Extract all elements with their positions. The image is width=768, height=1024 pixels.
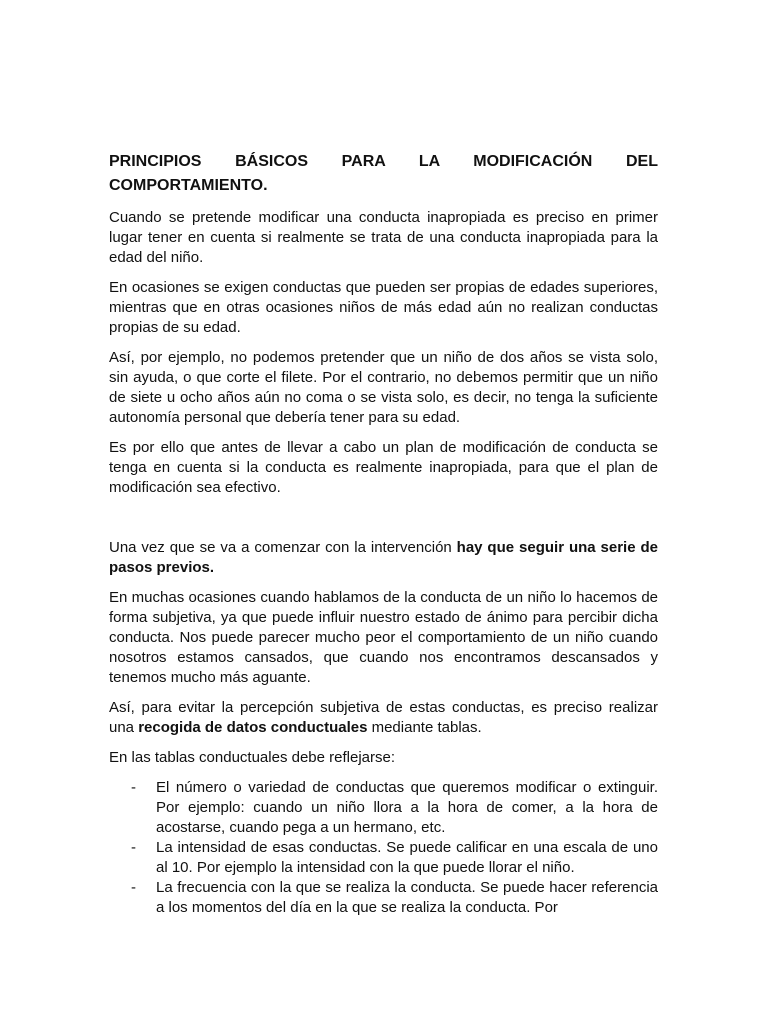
list-item-text: El número o variedad de conductas que queremos modificar o extinguir. Por ejemplo: cuando un niño llora a la hora de comer, a la hora de acostarse, cuando pega a un hermano, etc.	[156, 779, 658, 836]
paragraph-5-text: Una vez que se va a comenzar con la intervención	[109, 539, 457, 556]
list-item	[109, 838, 658, 878]
paragraph-7-text-start: Así, para evitar la percepción subjetiva de estas conductas, es preciso realizar una	[109, 699, 658, 736]
list-dash-marker: -	[131, 839, 136, 856]
paragraph-4: Es por ello que antes de llevar a cabo un plan de modificación de conducta se tenga en cuenta si la conducta es realmente inapropiada, para que el plan de modificación sea efectivo.	[109, 439, 658, 496]
paragraph-5	[109, 538, 658, 578]
list-dash-marker: -	[131, 879, 136, 896]
list-item-text: La intensidad de esas conductas. Se puede calificar en una escala de uno al 10. Por ejemplo la intensidad con la que puede llorar el niño.	[156, 839, 658, 876]
section-gap	[109, 508, 658, 538]
list-dash-marker: -	[131, 779, 136, 796]
document-title: PRINCIPIOS BÁSICOS PARA LA MODIFICACIÓN DEL COMPORTAMIENTO.	[109, 153, 658, 194]
paragraph-8: En las tablas conductuales debe reflejarse:	[109, 749, 396, 766]
paragraph-7	[109, 698, 658, 738]
paragraph-1: Cuando se pretende modificar una conducta inapropiada es preciso en primer lugar tener en cuenta si realmente se trata de una conducta inapropiada para la edad del niño.	[109, 209, 658, 266]
paragraph-3: Así, por ejemplo, no podemos pretender que un niño de dos años se vista solo, sin ayuda, o que corte el filete. Por el contrario, no debemos permitir que un niño de siete u ocho años aún no coma o se vista solo, es decir, no tenga la suficiente autonomía personal que debería tener para su edad.	[109, 349, 658, 426]
list-item	[109, 878, 658, 918]
paragraph-2: En ocasiones se exigen conductas que pueden ser propias de edades superiores, mientras que en otras ocasiones niños de más edad aún no realizan conductas propias de su edad.	[109, 279, 658, 336]
paragraph-7-bold: recogida de datos conductuales	[138, 719, 368, 736]
document-page	[109, 150, 658, 918]
dash-list	[109, 778, 658, 918]
list-item	[109, 778, 658, 838]
paragraph-6: En muchas ocasiones cuando hablamos de la conducta de un niño lo hacemos de forma subjetiva, ya que puede influir nuestro estado de ánimo para percibir dicha conducta. Nos puede parecer mucho peor el comportamiento de un niño cuando nosotros estamos cansados, que cuando nos encontramos descansados y tenemos mucho más aguante.	[109, 589, 658, 686]
list-item-text: La frecuencia con la que se realiza la conducta. Se puede hacer referencia a los momentos del día en la que se realiza la conducta. Por	[156, 879, 658, 916]
paragraph-7-text-end: mediante tablas.	[367, 719, 482, 736]
paragraph-5-bold: hay que seguir una serie de pasos previos.	[109, 539, 658, 576]
